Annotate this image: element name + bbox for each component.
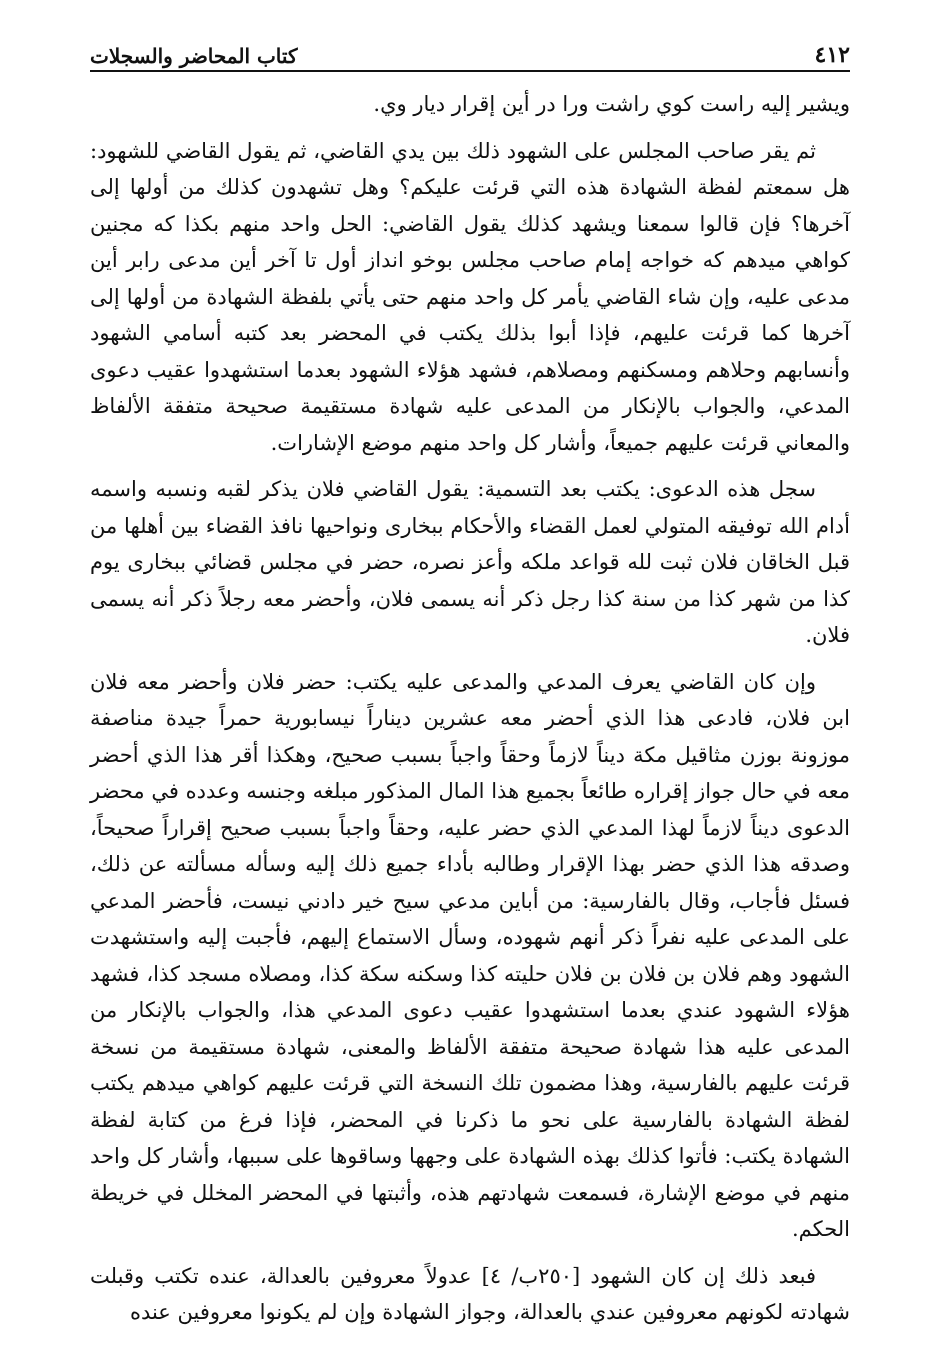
body-text: [90, 86, 850, 1331]
paragraph: ثم يقر صاحب المجلس على الشهود ذلك بين يدي القاضي، ثم يقول القاضي للشهود: هل سمعتم لفظة الشهادة هذه التي قرئت عليكم؟ وهل تشهدون كذلك من أولها إلى آخرها؟ فإن قالوا سمعنا ويشهد كذلك يقول القاضي: الحل واحد منهم بكذا كه مجنين كواهي ميدهم كه خواجه إمام صاحب مجلس بوخو انداز أول تا آخر أين مدعى رابر أين مدعى عليه، وإن شاء القاضي يأمر كل واحد منهم حتى يأتي بلفظة الشهادة من أولها إلى آخرها كما قرئت عليهم، فإذا أبوا بذلك يكتب في المحضر بعد كتبه أسامي الشهود وأنسابهم وحلاهم ومسكنهم ومصلاهم، فشهد هؤلاء الشهود بعدما استشهدوا عقيب دعوى المدعي، والجواب بالإنكار من المدعى عليه شهادة مستقيمة صحيحة متفقة الألفاظ والمعاني قرئت عليهم جميعاً، وأشار كل واحد منهم موضع الإشارات.: [90, 138, 850, 455]
paragraph: فبعد ذلك إن كان الشهود [٢٥٠ب/ ٤] عدولاً معروفين بالعدالة، عنده تكتب وقبلت شهادته لكونهم معروفين عندي بالعدالة، وجواز الشهادة وإن لم يكونوا معروفين عنده: [90, 1263, 850, 1324]
book-page: [90, 30, 850, 1350]
paragraph: وإن كان القاضي يعرف المدعي والمدعى عليه يكتب: حضر فلان وأحضر معه فلان ابن فلان، فادعى هذا الذي أحضر معه عشرين ديناراً نيسابورية حمراً جيدة مناصفة موزونة بوزن مثاقيل مكة ديناً لازماً وحقاً واجباً بسبب صحيح، وهكذا أقر هذا الذي أحضر معه في حال جواز إقراره طائعاً بجميع هذا المال المذكور مبلغه وجنسه وعدده في محضر الدعوى ديناً لازماً لهذا المدعي الذي حضر عليه، وحقاً واجباً بسبب صحيح إقراراً صحيحاً، وصدقه هذا الذي حضر بهذا الإقرار وطالبه بأداء جميع ذلك إليه وسأله مسألته عن ذلك، فسئل فأجاب، وقال بالفارسية: من أباين مدعي سيح خير دادني نيست، فأحضر المدعي على المدعى عليه نفراً ذكر أنهم شهوده، وسأل الاستماع إليهم، فأجبت إليه واستشهدت الشهود وهم فلان بن فلان بن فلان حليته كذا وسكنه سكة كذا، ومصلاه مسجد كذا، فشهد هؤلاء الشهود عندي بعدما استشهدوا عقيب دعوى المدعي هذا، والجواب بالإنكار من المدعى عليه هذا شهادة صحيحة متفقة الألفاظ والمعنى، شهادة مستقيمة من نسخة قرئت عليهم بالفارسية، وهذا مضمون تلك النسخة التي قرئت عليهم كواهي ميدهم يكتب لفظة الشهادة بالفارسية على نحو ما ذكرنا في المحضر، فإذا فرغ من كتابة لفظة الشهادة يكتب: فأتوا كذلك بهذه الشهادة على وجهها وساقوها على سببها، وأشار كل واحد منهم في موضع الإشارة، فسمعت شهادتهم هذه، وأثبتها في المحضر المخلل في خريطة الحكم.: [90, 669, 850, 1241]
running-title: كتاب المحاضر والسجلات: [90, 44, 298, 68]
paragraph: سجل هذه الدعوى: يكتب بعد التسمية: يقول القاضي فلان يذكر لقبه ونسبه واسمه أدام الله توفيقه المتولي لعمل القضاء والأحكام ببخارى ونواحيها نافذ القضاء بين أهلها من قبل الخاقان فلان ثبت لله قواعد ملكه وأعز نصره، حضر في مجلس قضائي ببخارى يوم كذا من شهر كذا من سنة كذا رجل ذكر أنه يسمى فلان، وأحضر معه رجلاً ذكر أنه يسمى فلان.: [90, 477, 850, 647]
page-number: ٤١٢: [814, 42, 850, 68]
paragraph: ويشير إليه راست كوي راشت ورا در أين إقرار ديار وي.: [373, 92, 850, 116]
page-header: [90, 30, 850, 72]
